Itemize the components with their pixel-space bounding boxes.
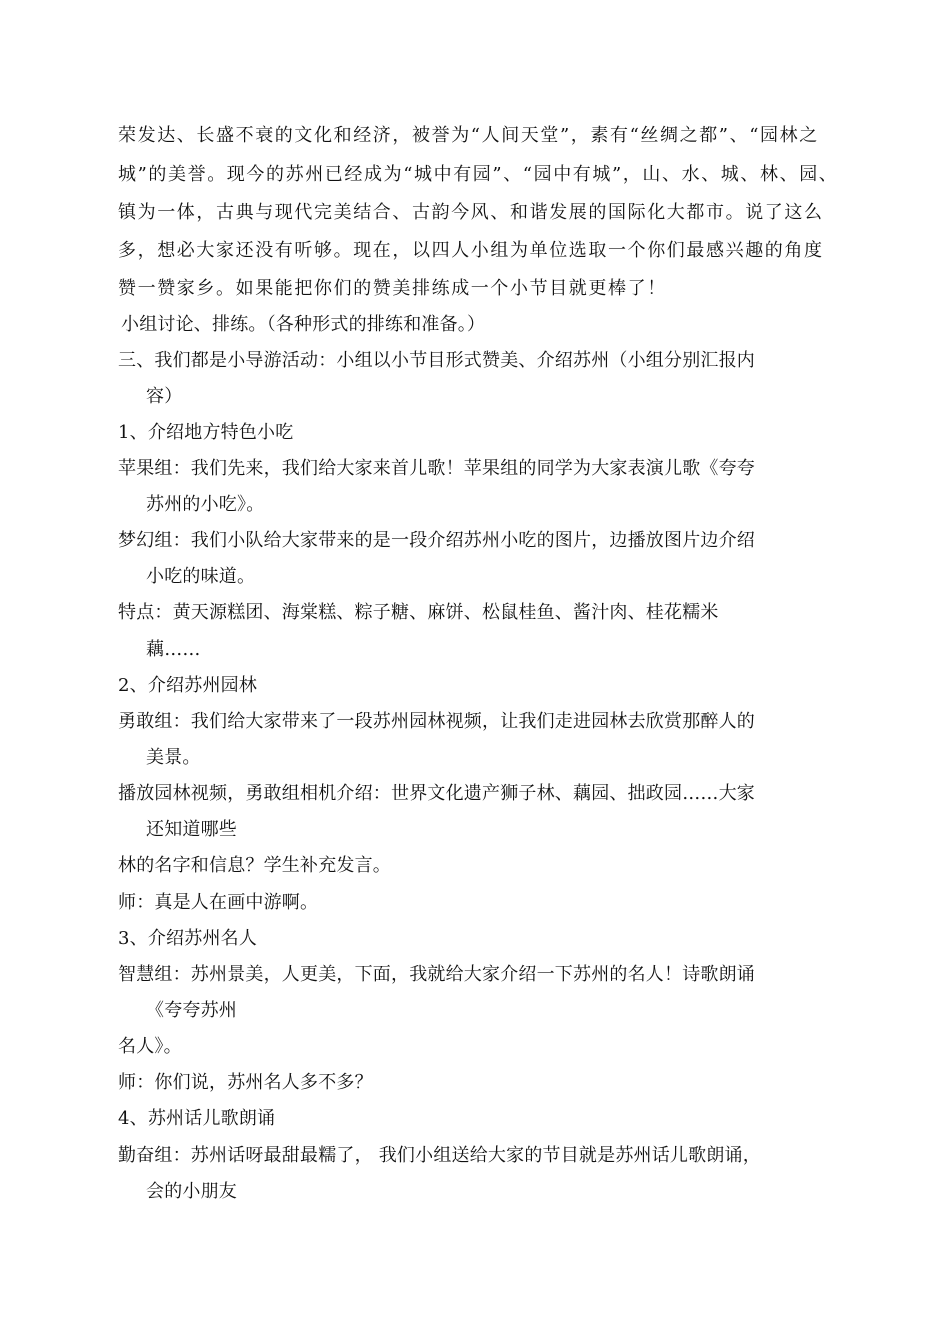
text-line: 藕…… <box>146 639 201 660</box>
paragraph-line: 赞一赞家乡。如果能把你们的赞美排练成一个小节目就更棒了！ <box>118 278 667 299</box>
text-line: 智慧组：苏州景美，人更美，下面，我就给大家介绍一下苏州的名人！诗歌朗诵 <box>118 964 755 985</box>
text-line: 苹果组：我们先来，我们给大家来首儿歌！苹果组的同学为大家表演儿歌《夸夸 <box>118 458 755 479</box>
text-line: 小组讨论、排练。（各种形式的排练和准备。） <box>121 314 486 335</box>
text-line: 容） <box>146 386 183 407</box>
paragraph-line: 镇为一体，古典与现代完美结合、古韵今风、和谐发展的国际化大都市。说了这么 <box>118 202 824 223</box>
section-heading: 3、介绍苏州名人 <box>118 928 258 949</box>
text-line: 特点：黄天源糕团、海棠糕、粽子糖、麻饼、松鼠桂鱼、酱汁肉、桂花糯米 <box>118 602 719 623</box>
text-line: 师：你们说，苏州名人多不多？ <box>118 1072 373 1093</box>
section-heading: 4、苏州话儿歌朗诵 <box>118 1108 276 1129</box>
text-line: 播放园林视频，勇敢组相机介绍：世界文化遗产狮子林、藕园、拙政园……大家 <box>118 783 755 804</box>
section-heading: 2、介绍苏州园林 <box>118 675 258 696</box>
section-heading: 1、介绍地方特色小吃 <box>118 422 294 443</box>
text-line: 勤奋组：苏州话呀最甜最糯了， 我们小组送给大家的节目就是苏州话儿歌朗诵， <box>118 1145 761 1166</box>
paragraph-line: 城”的美誉。现今的苏州已经成为“城中有园”、“园中有城”，山、水、城、林、园、 <box>118 164 839 185</box>
text-line: 还知道哪些 <box>146 819 237 840</box>
paragraph-line: 多，想必大家还没有听够。现在，以四人小组为单位选取一个你们最感兴趣的角度 <box>118 240 824 261</box>
paragraph-line: 荣发达、长盛不衰的文化和经济，被誉为“人间天堂”，素有“丝绸之都”、“园林之 <box>118 125 819 146</box>
text-line: 林的名字和信息？学生补充发言。 <box>118 855 391 876</box>
text-line: 梦幻组：我们小队给大家带来的是一段介绍苏州小吃的图片，边播放图片边介绍 <box>118 530 755 551</box>
text-line: 苏州的小吃》。 <box>146 494 265 515</box>
text-line: 勇敢组：我们给大家带来了一段苏州园林视频，让我们走进园林去欣赏那醉人的 <box>118 711 755 732</box>
text-line: 名人》。 <box>118 1036 182 1057</box>
text-line: 会的小朋友 <box>146 1181 237 1202</box>
text-line: 三、我们都是小导游活动：小组以小节目形式赞美、介绍苏州（小组分别汇报内 <box>118 350 755 371</box>
text-line: 美景。 <box>146 747 201 768</box>
text-line: 小吃的味道。 <box>146 566 256 587</box>
text-line: 师：真是人在画中游啊。 <box>118 892 319 913</box>
text-line: 《夸夸苏州 <box>146 1000 237 1021</box>
